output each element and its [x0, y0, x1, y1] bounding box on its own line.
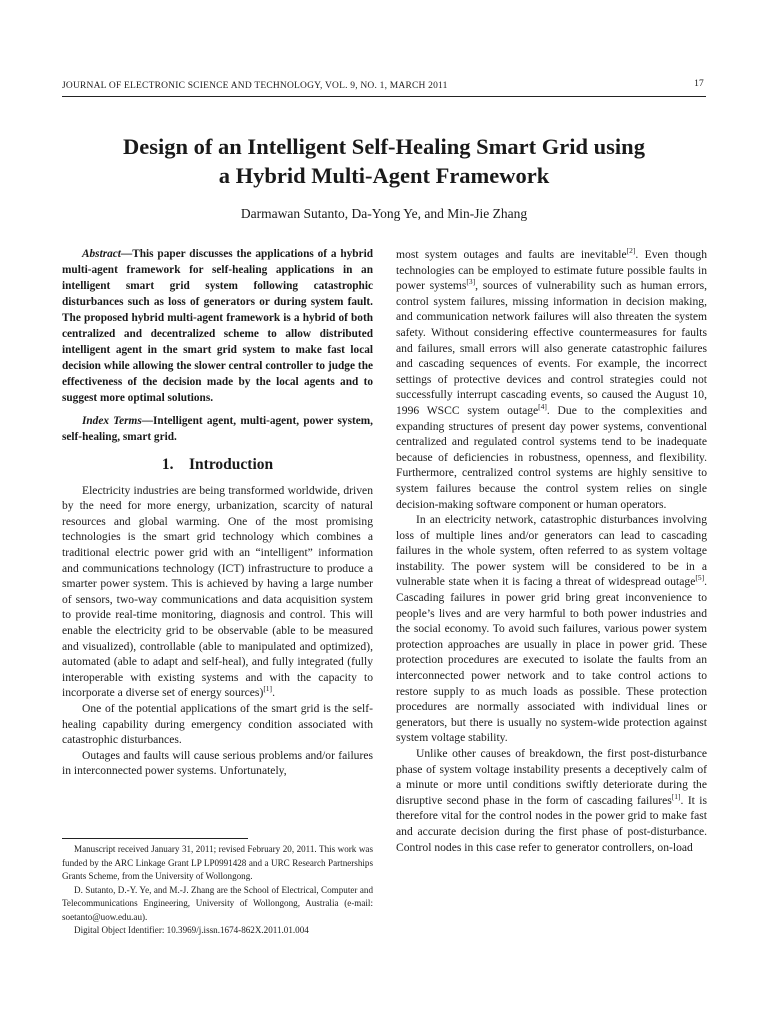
citation-ref: [4]	[538, 402, 547, 412]
footnote-manuscript: Manuscript received January 31, 2011; revised February 20, 2011. This work was funded by the ARC Linkage Grant LP LP0991428 and a URC Research Partnerships Grants Scheme, from the University of Wollongong.	[62, 844, 373, 881]
paragraph-text: .	[272, 686, 275, 700]
citation-ref: [5]	[695, 573, 705, 583]
footnote-affiliation: D. Sutanto, D.-Y. Ye, and M.-J. Zhang are the School of Electrical, Computer and Telecommunications Engineering, University of Wollongong, Australia (e-mail: soetanto@uow.edu.au).	[62, 884, 373, 922]
section-heading-introduction: 1. Introduction	[161, 456, 274, 473]
header-rule	[62, 96, 706, 97]
journal-citation: JOURNAL OF ELECTRONIC SCIENCE AND TECHNOLOGY, VOL. 9, NO. 1, MARCH 2011	[62, 81, 448, 91]
paragraph-text: In an electricity network, catastrophic disturbances involving loss of multiple lines and/or generators can lead to cascading failures in the whole system, often referred to as system voltage instability. The power system will be considered to be in a vulnerable state when it is facing a threat of widespread outage	[396, 513, 707, 589]
index-terms-label: Index Terms	[82, 415, 142, 427]
footnotes	[62, 843, 373, 938]
body-paragraph	[396, 746, 707, 855]
citation-ref: [2]	[626, 246, 636, 256]
abstract-label: Abstract	[82, 248, 121, 260]
paragraph-text: . Even though technologies can be employed to estimate future possible faults in power systems	[396, 248, 707, 293]
body-paragraph	[396, 512, 707, 746]
citation-ref: [3]	[466, 277, 476, 287]
citation-ref: [1]	[263, 684, 273, 694]
body-paragraph: Outages and faults will cause serious problems and/or failures in interconnected power systems. Unfortunately,	[62, 748, 373, 778]
right-column	[396, 247, 707, 855]
paragraph-text: . It is therefore vital for the control nodes in the power grid to make fast and accurate decision during the first phase of post-disturbance. Control nodes in this case refer to generator controllers, on-load	[396, 793, 708, 854]
paragraph-text: Electricity industries are being transformed worldwide, driven by the need for more energy, urbanization, scarcity of natural resources and global warming. One of the most promising technologies is the smart grid technology which combines a traditional electric power grid with an “intelligent” information and communications technology (ICT) infrastructure to produce a smarter power system. This is achieved by having a large number of sensors, two-way communications and data acquisition system to provide real-time monitoring, diagnosis and control. This will enable the electricity grid to be observable (able to be measured and visualized), controllable (able to manipulated and optimized), automated (able to adapt and self-heal), and fully integrated (fully interoperable with existing systems and with the capacity to incorporate a diverse set of energy sources)	[62, 483, 373, 700]
body-paragraph: One of the potential applications of the smart grid is the self-healing capability during emergency condition associated with catastrophic disturbances.	[62, 701, 373, 747]
running-header	[62, 81, 706, 95]
footnote-doi: Digital Object Identifier: 10.3969/j.issn.1674-862X.2011.01.004	[74, 925, 309, 935]
page-number: 17	[694, 79, 704, 89]
body-paragraph	[396, 247, 707, 512]
index-terms-text: —Intelligent agent, multi-agent, power system, self-healing, smart grid.	[62, 415, 373, 443]
paragraph-text: most system outages and faults are inevitable	[396, 248, 627, 261]
author-list: Darmawan Sutanto, Da-Yong Ye, and Min-Jie Zhang	[240, 206, 528, 221]
abstract	[62, 246, 373, 406]
index-terms	[62, 413, 373, 445]
paragraph-text: Unlike other causes of breakdown, the first post-disturbance phase of system voltage instability presents a deceptively calm of a minute or more until conditions swiftly deteriorate during the disruptive second phase in the form of cascading failures	[396, 747, 707, 807]
paper-title-line2: a Hybrid Multi-Agent Framework	[218, 163, 550, 188]
paper-title-line1: Design of an Intelligent Self-Healing Smart Grid using	[123, 134, 645, 159]
body-paragraph	[62, 483, 373, 701]
paragraph-text: , sources of vulnerability such as human errors, control system failures, missing information in decision making, and communication network failures will also threaten the system safety. Without considering effective countermeasures for faults and failures, small errors will also generate catastrophic failures and cascading sequences of events. For example, the incorrect settings of protective devices and control strategies could not successfully interrupt cascading events, so caused the August 10, 1996 WSCC system outage	[396, 279, 707, 417]
abstract-text: —This paper discusses the applications of a hybrid multi-agent framework for self-healing applications in an intelligent smart grid system following catastrophic disturbances such as loss of generators or during system fault. The proposed hybrid multi-agent framework is a hybrid of both centralized and decentralized scheme to allow distributed intelligent agent in the smart grid system to make fast local decision while allowing the slower central controller to judge the effectiveness of the decision made by the local agents and to suggest more optimal solutions.	[62, 248, 373, 404]
paragraph-text: . Due to the complexities and expanding structures of present day power systems, conventional centralized and regulated control systems tend to be inadequate because of deficiencies in robustness, openness, and flexibility. Furthermore, centralized control systems are highly sensitive to system failures because the control system relies on single decision-making software component or human operators.	[396, 403, 708, 511]
left-column	[62, 246, 373, 779]
paragraph-text: . Cascading failures in power grid bring great inconvenience to people’s lives and are very harmful to both power industries and the social economy. To avoid such failures, various power system protection approaches are usually in place in power grid. These protection procedures are executed to isolate the faults from an interconnected power network and to take control actions to restore supply to as much loads as possible. These protection procedures are normally associated with individual lines or generators, but there is usually no system-wide protection against system voltage stability.	[396, 575, 707, 745]
paper-title	[40, 132, 728, 190]
footnote-rule	[62, 838, 248, 839]
citation-ref: [1]	[671, 791, 681, 801]
